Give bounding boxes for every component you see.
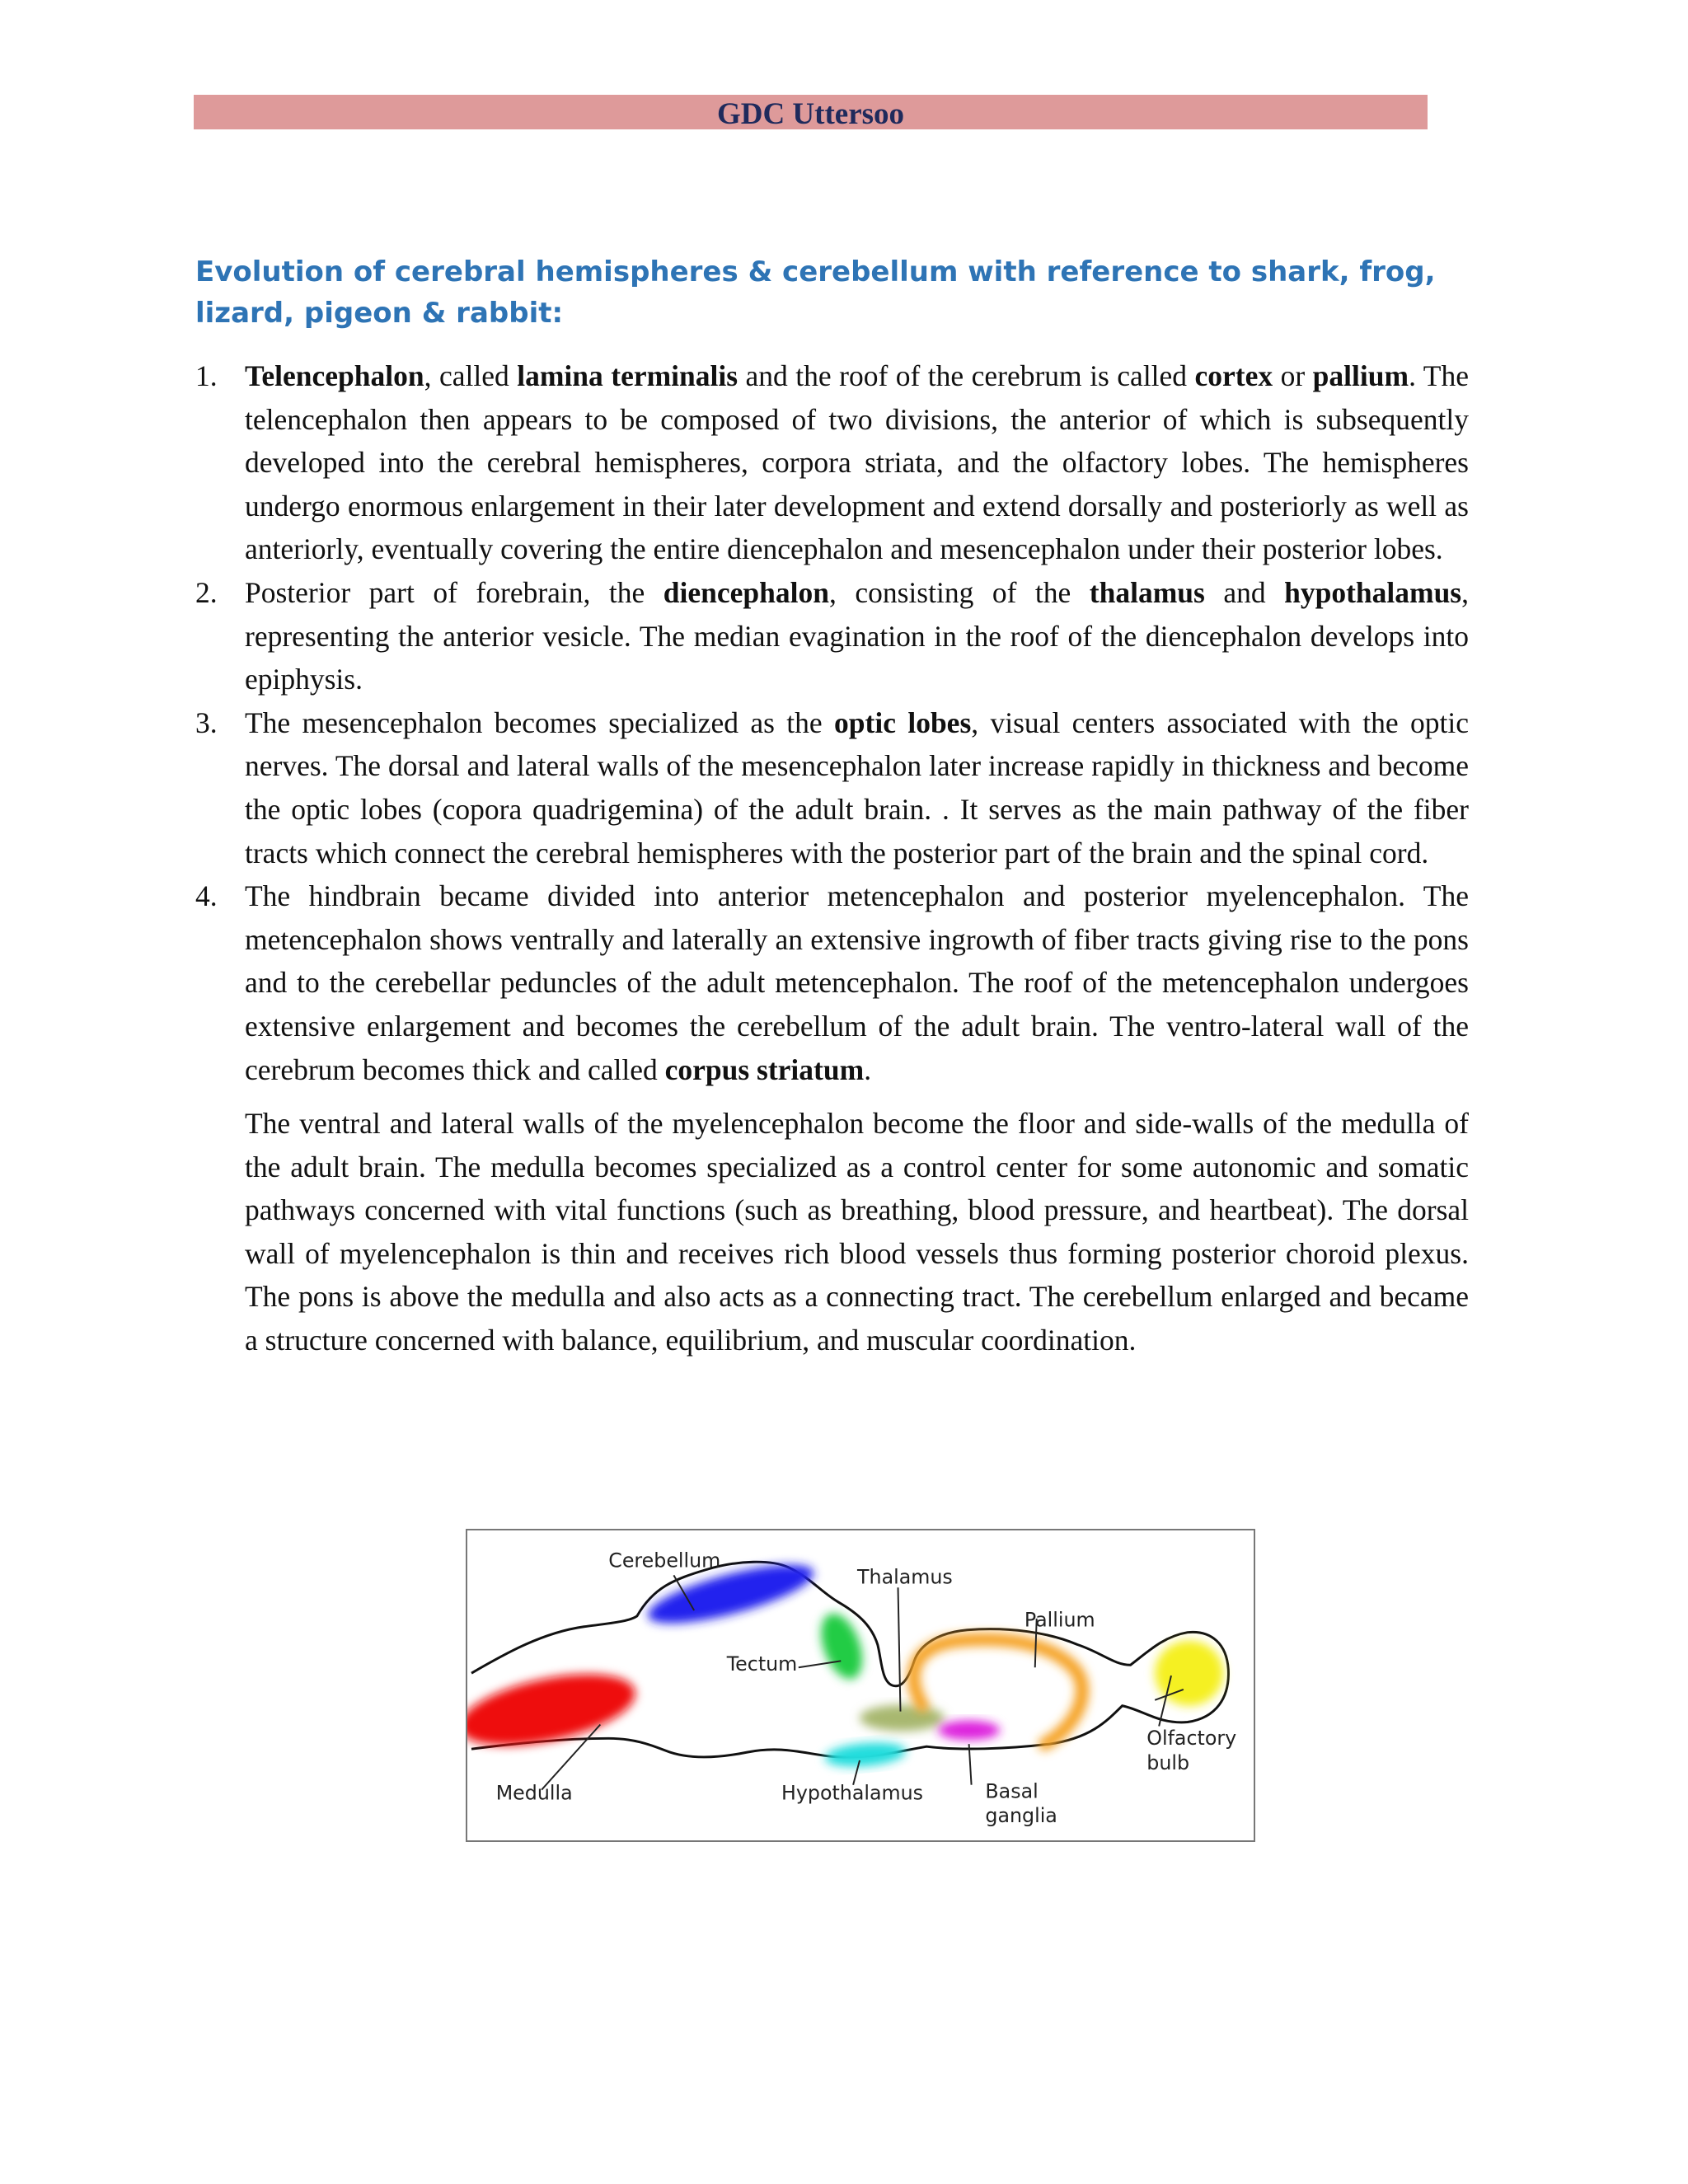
list-item-text — [245, 706, 1469, 869]
bold-term: corpus striatum — [664, 1052, 865, 1086]
list-item-text — [245, 879, 1469, 1085]
label-hypothalamus: Hypothalamus — [781, 1781, 924, 1805]
text-run: The mesencephalon becomes specialized as the — [245, 705, 835, 739]
bold-term: Telencephalon — [245, 359, 424, 392]
text-run: , representing the anterior vesicle. The median evagination in the roof of the diencephalon develops into epiphysis. — [245, 575, 1469, 696]
list-item-text — [245, 359, 1469, 565]
label-thalamus: Thalamus — [857, 1565, 953, 1589]
label-pallium: Pallium — [1024, 1608, 1095, 1632]
bold-term: diencephalon — [663, 575, 829, 609]
label-basal-line2: ganglia — [985, 1804, 1057, 1828]
text-run: Posterior part of forebrain, the — [245, 575, 663, 609]
list-number: 4. — [195, 879, 218, 913]
text-run: , called — [424, 359, 518, 392]
text-run: or — [1273, 359, 1313, 392]
bold-term: pallium — [1312, 359, 1409, 392]
text-run: . The telencephalon then appears to be composed of two divisions, the anterior of which is subsequently developed into the cerebral hemispheres, corpora striata, and the olfactory lobes. The hemispheres undergo enormous enlargement in their later development and extend dorsally and posteriorly as well as anteriorly, eventually covering the entire diencephalon and mesencephalon under their posterior lobes. — [245, 359, 1469, 566]
closing-paragraph: The ventral and lateral walls of the myelencephalon become the floor and side-walls of the medulla of the adult brain. The medulla becomes specialized as a control center for some autonomic and somatic pathways concerned with vital functions (such as breathing, blood pressure, and heartbeat). The dorsal wall of myelencephalon is thin and receives rich blood vessels thus forming posterior choroid plexus. The pons is above the medulla and also acts as a connecting tract. The cerebellum enlarged and became a structure concerned with balance, equilibrium, and muscular coordination. — [245, 1107, 1469, 1357]
text-run: and the roof of the cerebrum is called — [738, 359, 1195, 392]
medulla-region — [467, 1661, 641, 1759]
label-olfactory-line2: bulb — [1146, 1750, 1190, 1774]
section-heading: Evolution of cerebral hemispheres & cerebellum with reference to shark, frog, lizard, pigeon & rabbit: — [195, 255, 1436, 330]
bold-term: cortex — [1194, 359, 1273, 392]
label-basal-line1: Basal — [985, 1779, 1039, 1803]
label-tectum: Tectum — [726, 1652, 798, 1676]
text-run: and — [1204, 575, 1285, 609]
header-band — [194, 95, 1428, 129]
body-text — [195, 354, 1469, 1362]
text-run: The hindbrain became divided into anterior metencephalon and posterior myelencephalon. The metencephalon shows ventrally and laterally an extensive ingrowth of fiber tracts giving rise to the pons and to the cerebellar peduncles of the adult metencephalon. The roof of the metencephalon undergoes extensive enlargement and becomes the cerebellum of the adult brain. The ventro-lateral wall of the cerebrum becomes thick and called — [245, 879, 1469, 1086]
bold-term: lamina terminalis — [517, 359, 738, 392]
brain-diagram — [466, 1529, 1255, 1842]
label-medulla: Medulla — [495, 1781, 573, 1805]
hypothalamus-region — [823, 1740, 907, 1769]
list-item — [195, 354, 1469, 571]
label-olfactory-line1: Olfactory — [1146, 1727, 1237, 1750]
list-number: 1. — [195, 359, 218, 392]
list-number: 3. — [195, 705, 218, 739]
thalamus-region — [860, 1705, 945, 1732]
list-number: 2. — [195, 575, 218, 609]
list-item-text — [245, 576, 1469, 696]
list-item — [195, 571, 1469, 701]
basal-ganglia-region — [938, 1721, 1000, 1741]
text-run: , consisting of the — [828, 575, 1090, 609]
bold-term: thalamus — [1089, 575, 1205, 609]
list-item — [195, 701, 1469, 874]
bold-term: hypothalamus — [1284, 575, 1462, 609]
brain-diagram-svg — [467, 1530, 1254, 1840]
header-title: GDC Uttersoo — [716, 97, 905, 131]
text-run: . — [864, 1052, 872, 1086]
bold-term: optic lobes — [834, 705, 972, 739]
text-run: , visual centers associated with the optic nerves. The dorsal and lateral walls of the mesencephalon later increase rapidly in thickness and become the optic lobes (copora quadrigemina) of the adult brain. . It serves as the main pathway of the fiber tracts which connect the cerebral hemispheres with the posterior part of the brain and the spinal cord. — [245, 705, 1469, 869]
label-cerebellum: Cerebellum — [608, 1549, 721, 1572]
list-item — [195, 874, 1469, 1091]
